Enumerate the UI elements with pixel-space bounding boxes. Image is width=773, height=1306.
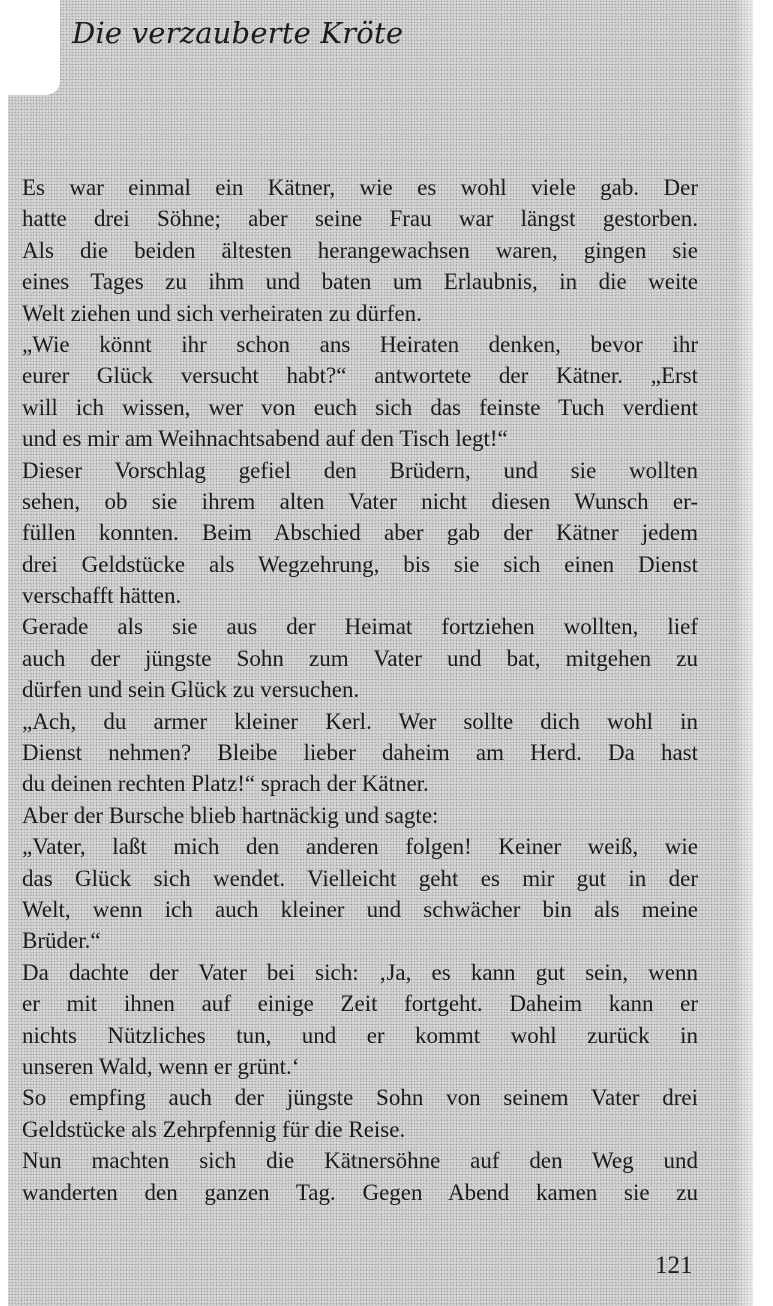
text-line: „Vater, laßt mich den anderen folgen! Keiner weiß, wie [22, 834, 698, 860]
text-line: wanderten den ganzen Tag. Gegen Abend kamen sie zu [22, 1179, 698, 1205]
text-line: eines Tages zu ihm und baten um Erlaubnis, in die weite [22, 269, 698, 295]
text-line: verschafft hätten. [22, 583, 182, 609]
text-line: drei Geldstücke als Wegzehrung, bis sie sich einen Dienst [22, 551, 698, 577]
text-line: Es war einmal ein Kätner, wie es wohl viele gab. Der [22, 175, 698, 200]
text-line: will ich wissen, wer von euch sich das feinste Tuch verdient [22, 394, 698, 420]
text-line: und es mir am Weihnachtsabend auf den Tisch legt!“ [22, 426, 508, 452]
text-line: Brüder.“ [22, 928, 101, 954]
text-line: Welt ziehen und sich verheiraten zu dürfen. [22, 300, 422, 326]
text-line: sehen, ob sie ihrem alten Vater nicht diesen Wunsch er- [22, 488, 698, 514]
text-line: Dieser Vorschlag gefiel den Brüdern, und sie wollten [22, 457, 698, 483]
text-line: Geldstücke als Zehrpfennig für die Reise. [22, 1116, 406, 1142]
text-line: „Wie könnt ihr schon ans Heiraten denken, bevor ihr [22, 331, 698, 357]
text-line: füllen konnten. Beim Abschied aber gab der Kätner jedem [22, 520, 698, 546]
text-line: „Ach, du armer kleiner Kerl. Wer sollte dich wohl in [22, 708, 698, 734]
story-text [22, 172, 698, 1208]
text-line: Dienst nehmen? Bleibe lieber daheim am Herd. Da hast [22, 740, 698, 766]
text-line: hatte drei Söhne; aber seine Frau war längst gestorben. [22, 206, 698, 232]
text-line: das Glück sich wendet. Vielleicht geht es mir gut in der [22, 865, 698, 891]
text-line: du deinen rechten Platz!“ sprach der Kätner. [22, 771, 429, 797]
page-number: 121 [655, 1252, 693, 1279]
text-line: Nun machten sich die Kätnersöhne auf den Weg und [22, 1148, 698, 1174]
text-line: Als die beiden ältesten herangewachsen waren, gingen sie [22, 237, 698, 263]
story-title: Die verzauberte Kröte [72, 16, 404, 50]
text-line: eurer Glück versucht habt?“ antwortete der Kätner. „Erst [22, 363, 698, 389]
text-line: unseren Wald, wenn er grünt.‘ [22, 1053, 300, 1079]
text-line: dürfen und sein Glück zu versuchen. [22, 677, 360, 703]
text-line: er mit ihnen auf einige Zeit fortgeht. Daheim kann er [22, 991, 698, 1017]
text-line: Da dachte der Vater bei sich: ‚Ja, es kann gut sein, wenn [22, 959, 698, 985]
text-line: Welt, wenn ich auch kleiner und schwächer bin als meine [22, 896, 698, 922]
text-line: So empfing auch der jüngste Sohn von seinem Vater drei [22, 1085, 698, 1111]
text-line: nichts Nützliches tun, und er kommt wohl zurück in [22, 1022, 698, 1048]
text-line: Aber der Bursche blieb hartnäckig und sagte: [22, 802, 439, 828]
scan-edge-shadow [735, 0, 753, 1306]
page-corner-cutout [0, 0, 60, 95]
text-line: auch der jüngste Sohn zum Vater und bat, mitgehen zu [22, 645, 698, 671]
text-line: Gerade als sie aus der Heimat fortziehen wollten, lief [22, 614, 698, 640]
